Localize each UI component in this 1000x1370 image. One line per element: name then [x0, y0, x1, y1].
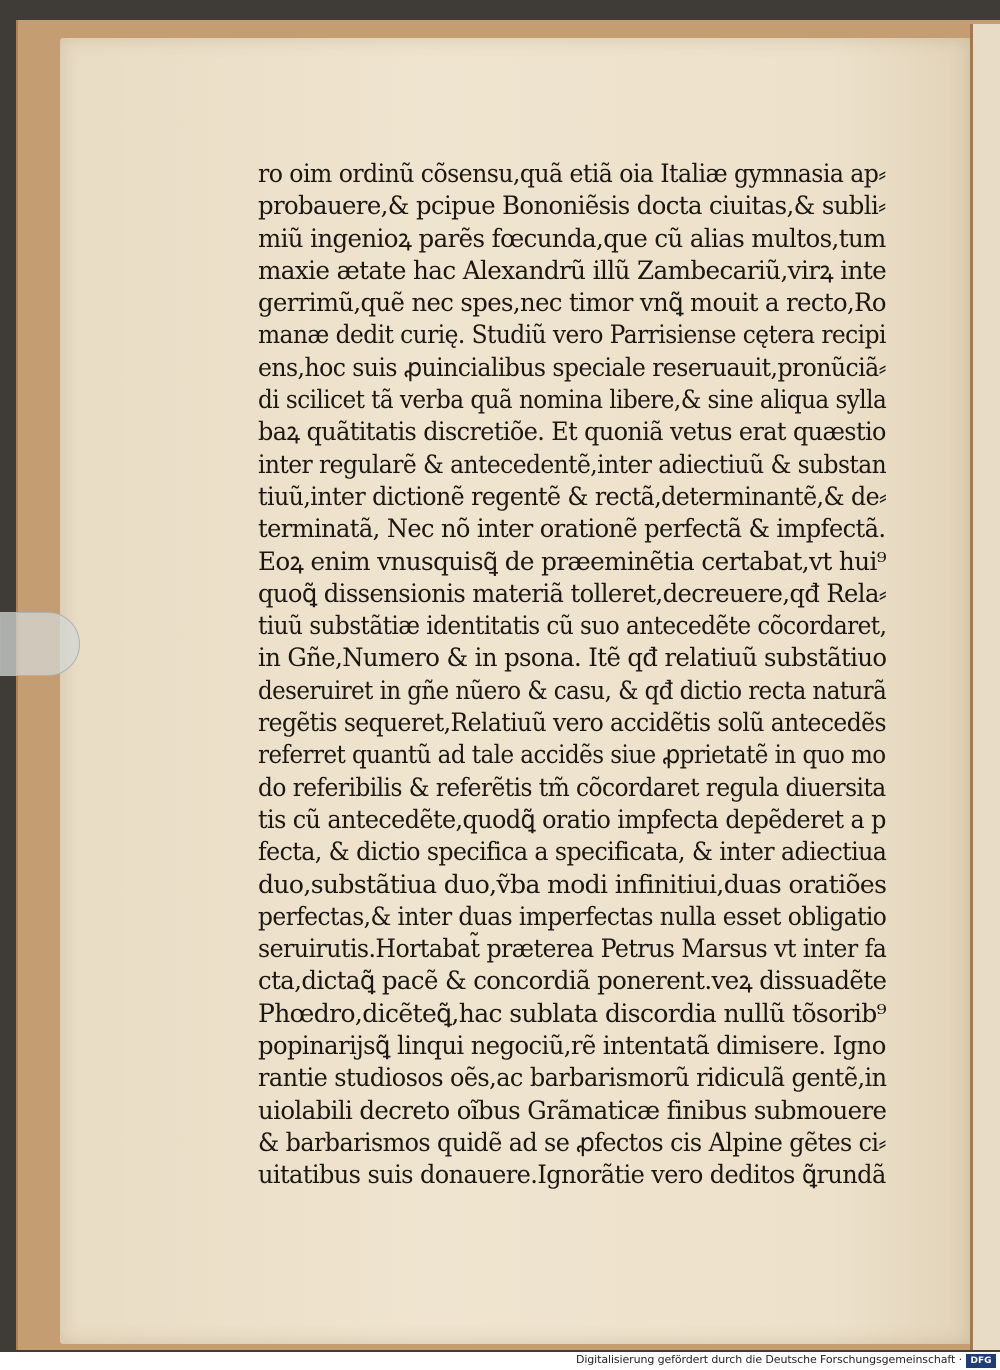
text-line: rantie studiosos oẽs,ac barbarismorũ ridiculã gentẽ,in [258, 1063, 887, 1093]
text-line: Phœdro,dicẽteꝗ̃,hac sublata discordia nullũ tõsorib⁹ [258, 998, 887, 1028]
text-line: probauere,& pcipue Bononiẽsis docta ciuitas,& subli⸗ [258, 191, 886, 221]
text-line: seruirutis.Hortabat̃ præterea Petrus Marsus vt inter fa [258, 934, 887, 964]
text-line: fecta, & dictio specifica a specificata, & inter adiectiua [258, 837, 887, 867]
text-line: do referibilis & referẽtis tm̃ cõcordaret regula diuersita [258, 772, 886, 802]
text-line: tiuũ,inter dictionẽ regentẽ & rectã,determinantẽ,& de⸗ [258, 481, 887, 511]
text-line: referret quantũ ad tale accidẽs siue ꝓprietatẽ in quo mo [258, 740, 886, 770]
text-line: ens,hoc suis ꝓuincialibus speciale reseruauit,pronũciã⸗ [258, 352, 886, 382]
page-text-block [258, 158, 888, 1192]
text-line: Eoꝝ enim vnusquisꝗ̃ de præeminẽtia certabat,vt hui⁹ [258, 546, 887, 576]
text-line: tis cũ antecedẽte,quodꝗ̃ oratio impfecta depẽderet a p [258, 804, 886, 834]
text-line: popinarijsꝗ̃ linqui negociũ,rẽ intentatã dimisere. Igno [258, 1031, 886, 1061]
page-holder-clip [0, 612, 80, 676]
text-line: in Gñe,Numero & in psona. Itẽ qđ relatiuũ substãtiuo [258, 643, 887, 673]
text-line: tiuũ substãtiæ identitatis cũ suo antecedẽte cõcordaret, [258, 611, 887, 641]
text-line: maxie ætate hac Alexandrũ illũ Zambecariũ,virꝝ inte [258, 255, 887, 285]
text-line: regẽtis sequeret,Relatiuũ vero accidẽtis solũ antecedẽs [258, 708, 886, 738]
text-line: inter regularẽ & antecedentẽ,inter adiectiuũ & substan [258, 449, 887, 479]
text-line: quoꝗ̃ dissensionis materiã tolleret,decreuere,qđ Rela⸗ [258, 578, 887, 608]
funding-credit: Digitalisierung gefördert durch die Deutsche Forschungsgemeinschaft · [575, 1353, 962, 1366]
text-line: di scilicet tã verba quã nomina libere,& sine aliqua sylla [258, 385, 887, 415]
text-line: manæ dedit curię. Studiũ vero Parrisiense cętera recipi [258, 320, 886, 350]
text-line: cta,dictaꝗ̃ pacẽ & concordiã ponerent.veꝝ dissuadẽte [258, 966, 887, 996]
text-line: ro oim ordinũ cõsensu,quã etiã oia Italiæ gymnasia ap⸗ [258, 159, 886, 188]
text-line: uitatibus suis donauere.Ignorãtie vero deditos ꝗ̃rundã [258, 1160, 886, 1190]
text-line: perfectas,& inter duas imperfectas nulla esset obligatio [258, 901, 887, 931]
text-line: uiolabili decreto oĩbus Grãmaticæ finibus submouere [258, 1095, 887, 1125]
text-line: & barbarismos quidẽ ad se ꝓfectos cis Alpine gẽtes ci⸗ [258, 1127, 886, 1157]
text-line: duo,substãtiua duo,ṽba modi infinitiui,duas oratiões [258, 869, 887, 899]
text-line: terminatã, Nec nõ inter orationẽ perfectã & impfectã. [258, 514, 886, 544]
book-cover-edge [970, 24, 1000, 1350]
text-line: deseruiret in gñe nũero & casu, & qđ dictio recta naturã [258, 675, 887, 705]
text-line: miũ ingenioꝝ parẽs fœcunda,que cũ alias multos,tum [258, 223, 886, 253]
dfg-logo: DFG [966, 1354, 996, 1368]
text-line: gerrimũ,quẽ nec spes,nec timor vnꝗ̃ mouit a recto,Ro [258, 288, 886, 318]
text-line: baꝝ quãtitatis discretiõe. Et quoniã vetus erat quæstio [258, 417, 886, 447]
